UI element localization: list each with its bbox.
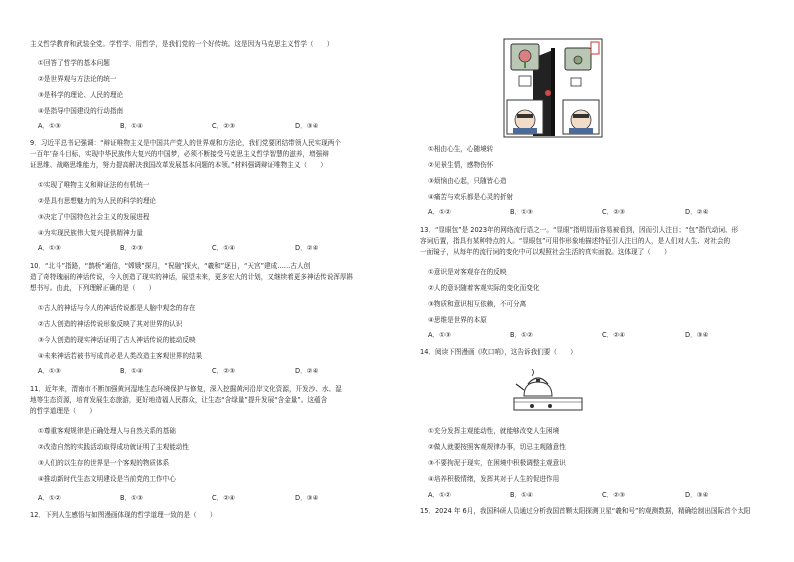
option-statement: ③物质和意识相互依赖，不可分离: [428, 300, 527, 308]
option-statement: ③是科学的理论、人民的理论: [38, 91, 124, 99]
option-statement: ②人的意识随着客观实际的变化而变化: [428, 284, 540, 292]
option-statement: ②是世界观与方法论的统一: [38, 75, 117, 83]
option-statement: ①意识是对客观存在的反映: [428, 268, 507, 276]
option-statement: ①尊重客观规律是正确处理人与自然关系的基础: [38, 427, 176, 435]
option-statement: ④未来神话若被书写成真必是人类改造主客观世界的结果: [38, 352, 203, 360]
answer-choices: [30, 122, 375, 131]
option-statement: ④痛苦与欢乐都是心灵的折射: [428, 193, 514, 201]
answer-choice: D．③④: [685, 491, 709, 499]
option-statement: ④推动新时代生态文明建设是当前党的工作中心: [38, 475, 176, 483]
question-text-line: 地等生态资源，培育发展生态旅游，更好地造福人民群众，让生态“含绿量”提升发展“含金量”。这蕴含: [30, 396, 328, 404]
option-statement: ①回答了哲学的基本问题: [38, 59, 110, 67]
question-text-line: 14．阅读下图漫画《吹口哨》，这告诉我们要（ ）: [420, 348, 577, 356]
option-statement: ①实现了唯物主义和辩证法的有机统一: [38, 181, 150, 189]
answer-choice: B．①④: [120, 122, 143, 130]
option-statement: ②古人创造的神话传说形象反映了其对世界的认识: [38, 320, 183, 328]
option-statement: ②改造自然的实践活动取得成功就证明了主观能动性: [38, 443, 189, 451]
answer-choice: A．①②: [428, 208, 451, 216]
option-statement: ④为实现民族伟大复兴提供精神力量: [38, 229, 143, 237]
option-statement: ③烦恼由心起，只随皆心造: [428, 177, 507, 185]
answer-choice: C．②④: [602, 331, 626, 339]
answer-choice: D．②④: [295, 244, 319, 252]
option-statement: ②是具有思想魅力的为人民的科学的理论: [38, 197, 157, 205]
option-statement: ④是指导中国建设的行动指南: [38, 107, 124, 115]
question-text-line: 15．2024 年 6月，我国科研人员通过分析我国首颗太阳探测卫星“羲和号”的观测数据，精确绘制出国际首个太阳: [420, 507, 751, 515]
answer-choice: C．②③: [602, 208, 626, 216]
answer-choice: D．②④: [685, 208, 709, 216]
question-text-line: 一百年’奋斗目标，实现中华民族伟大复兴的中国梦，必须不断接受马克思主义哲学智慧的滋养，增强辩: [30, 150, 329, 158]
answer-choice: C．②③: [212, 367, 236, 375]
answer-choice: B．①④: [510, 491, 533, 499]
question-text-line: 造了奇特瑰丽的神话传说，今人创造了现实的神话，展望未来，更多宏大的计划，又继续着更多神话传说浑厚斟: [30, 273, 354, 281]
answer-choice: D．②④: [295, 367, 319, 375]
question-text-line: 证思维、战略思维能力，努力提高解决我国改革发展基本问题的本领。”材料强调辩证唯物主义（ ）: [30, 161, 327, 169]
answer-choice: A．①③: [38, 122, 61, 130]
answer-choice: C．②③: [212, 122, 236, 130]
q12-cartoon-image: [503, 38, 603, 138]
question-text-line: 容词后置，指具有某种特点的人。“显眼包”可用作形象地描述特征引人注目的人，是人们对人生、对社会的: [420, 237, 731, 245]
option-statement: ④思维是世界的本原: [428, 316, 487, 324]
option-statement: ③决定了中国特色社会主义的发展进程: [38, 213, 150, 221]
answer-choice: C．②④: [212, 494, 236, 502]
answer-choice: B．①④: [120, 367, 143, 375]
answer-choices: [420, 491, 765, 500]
option-statement: ①古人的神话与今人的神话传说都是人脑中观念的存在: [38, 304, 196, 312]
question-text-line: 11．近年来，渭南市不断加强黄河湿地生态环境保护与修复，深入挖掘黄河沿岸文化资源，开发沙、水、湿: [30, 385, 342, 393]
answer-choice: A．①②: [428, 491, 451, 499]
answer-choice: A．①②: [38, 494, 61, 502]
answer-choice: A．①③: [38, 367, 61, 375]
option-statement: ③今人创造的现实神话证明了古人神话传说的能动反映: [38, 336, 196, 344]
question-text-line: 的哲学道理是（ ）: [30, 407, 96, 415]
question-text-line: 10．“北斗”指路，“鹊桥”通信，“嫦娥”探月，“祝融”探火，“羲和”逐日，“天宫”建成……古人创: [30, 262, 311, 270]
option-statement: ③不要拘泥于现实，在困境中积极调整主观意识: [428, 459, 566, 467]
question-text-line: 9．习近平总书记强调：“辩证唯物主义是中国共产党人的世界观和方法论，我们党要团结带领人民实现两个: [30, 139, 341, 147]
answer-choices: [420, 331, 765, 340]
option-statement: ④培养积极情绪，发挥其对于人生的促进作用: [428, 475, 560, 483]
answer-choices: [30, 367, 375, 376]
option-statement: ①相由心生，心随境转: [428, 145, 494, 153]
answer-choice: B．②③: [120, 244, 143, 252]
q14-kettle-cartoon-image: [510, 368, 586, 414]
answer-choice: C．②③: [602, 491, 626, 499]
question-text-line: 主义哲学教育和武装全党。学哲学、用哲学，是我们党的一个好传统。这是因为马克思主义哲学（ ）: [30, 40, 334, 48]
answer-choice: B．①③: [120, 494, 143, 502]
answer-choice: B．①③: [510, 208, 533, 216]
question-text-line: 想书写。由此，下列理解正确的是（ ）: [30, 284, 156, 292]
answer-choice: C．①④: [212, 244, 236, 252]
question-text-line: 一面镜子，从每年的流行词的变化中可以观照社会生活的真实面貌。这体现了（ ）: [420, 248, 671, 256]
option-statement: ③人们的以生存的世界是一个客观的物质体系: [38, 459, 170, 467]
answer-choice: A．①③: [38, 244, 61, 252]
answer-choice: B．①②: [510, 331, 533, 339]
question-text-line: 12．下列人生感悟与如图漫画体现的哲学道理一致的是（ ）: [30, 511, 217, 519]
option-statement: ①充分发挥主观能动性，就能够改变人生困境: [428, 427, 560, 435]
question-text-line: 13．“显眼包”是 2023年的网络流行语之一。“显眼”指明显而容易被看到，因而引人注目；“包”指代动词、形: [420, 226, 739, 234]
answer-choice: D．③④: [295, 122, 319, 130]
option-statement: ②见景生情，感物伤怀: [428, 161, 494, 169]
answer-choices: [30, 244, 375, 253]
answer-choices: [420, 208, 765, 217]
answer-choices: [30, 494, 375, 503]
option-statement: ②做人就要按照客观规律办事，切忌主观随意性: [428, 443, 566, 451]
answer-choice: D．③④: [295, 494, 319, 502]
answer-choice: D．③④: [685, 331, 709, 339]
answer-choice: A．①③: [428, 331, 451, 339]
